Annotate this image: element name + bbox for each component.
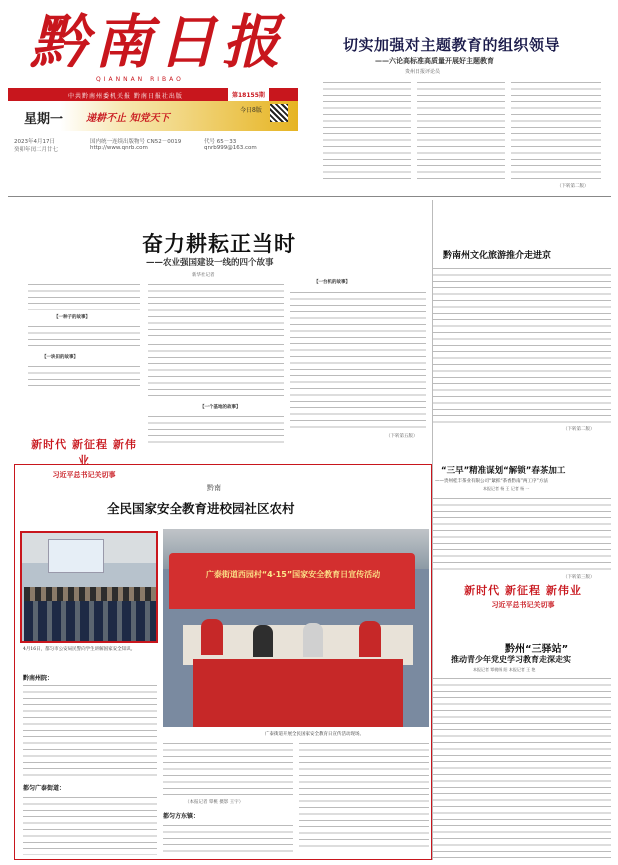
person <box>253 625 273 657</box>
top-body-col1 <box>323 80 411 180</box>
feature-headline: 奋力耕耘正当时 <box>142 232 296 256</box>
issue-number: 第18155期 <box>228 88 269 101</box>
security-kicker: 黔南 <box>207 484 221 492</box>
top-subheadline: ——六论高标准高质量开展好主题教育 <box>375 57 494 65</box>
feature-foot: （下转第五版） <box>386 434 418 439</box>
subhead-fangdong: 都匀方东镇： <box>163 813 200 820</box>
security-foot: （本报记者 覃桃 摄影 王宇） <box>185 800 244 805</box>
top-article <box>305 28 611 194</box>
masthead <box>8 4 298 162</box>
slogan-line1: 新时代 新征程 新伟业 <box>31 438 137 467</box>
divider <box>8 196 611 197</box>
feature-article <box>8 200 430 479</box>
bottom-right-article <box>433 640 613 860</box>
security-body-col1 <box>23 683 157 779</box>
slogan2-line2: 习近平总书记关切事 <box>491 601 555 609</box>
lunar-date: 癸卯年闰二月廿七 <box>14 147 59 153</box>
right-body <box>433 266 611 424</box>
bottom-right-headline2: 推动青少年党史学习教育走深走实 <box>451 655 571 664</box>
slogan-box-2 <box>463 582 583 610</box>
event-photo-caption: 广泰街道开展全民国家安全教育日宣传活动现场。 <box>265 732 364 737</box>
section-heading: 【一个基地的故事】 <box>200 405 241 410</box>
newspaper-logo: 黔南日报 <box>30 8 287 76</box>
grid-icon <box>270 104 288 122</box>
post-code: 代号 65－33 <box>204 139 237 145</box>
bottom-right-headline: 黔州“三驿站” <box>505 644 569 655</box>
publisher-line: 中共黔南州委机关报 黔南日报社出版 <box>68 93 183 100</box>
mid-right-article <box>433 464 613 644</box>
slogan-line2: 习近平总书记关切事 <box>52 471 116 479</box>
person <box>303 623 323 657</box>
column-divider <box>432 200 433 860</box>
motto: 递耕不止 知党天下 <box>86 113 170 124</box>
website[interactable]: http://www.qnrb.com <box>90 145 148 151</box>
top-body-col2 <box>417 80 505 180</box>
email[interactable]: qnrb999@163.com <box>204 145 257 151</box>
tent <box>169 553 415 609</box>
projector-screen <box>48 539 104 573</box>
security-body-col2b <box>163 823 293 855</box>
logo-pinyin: QIANNAN RIBAO <box>96 76 184 83</box>
security-body-col2 <box>163 741 293 795</box>
security-box <box>14 464 432 860</box>
feature-body-col1 <box>28 282 140 432</box>
security-body-col3 <box>299 741 429 851</box>
right-foot: （下转第二版） <box>563 427 595 432</box>
person <box>359 621 381 657</box>
security-body-col1b <box>23 795 157 855</box>
person <box>201 619 223 655</box>
today-pages: 今日8版 <box>240 107 262 114</box>
subhead-qiannan: 黔南州院： <box>23 675 54 682</box>
weekday: 星期一 <box>24 112 64 127</box>
masthead-gold-band <box>8 101 298 131</box>
mid-right-headline: “三早”精准谋划“解锁”春茶加工 <box>441 466 566 476</box>
mid-right-body <box>433 496 611 572</box>
photo-caption: 4月16日，都匀市公安局民警向学生讲解国家安全知识。 <box>23 647 136 652</box>
right-headline: 黔南州文化旅游推介走进京 <box>443 251 552 261</box>
bottom-right-byline: 本报记者 覃桃绒 阳 本报记者 王 艳 <box>473 667 536 672</box>
section-heading: 【一台机的故事】 <box>314 280 350 285</box>
feature-body-col3 <box>290 282 426 447</box>
top-foot: （下转第二版） <box>557 184 589 189</box>
event-photo <box>163 529 429 727</box>
subhead-guangtai: 都匀广泰街道： <box>23 785 66 792</box>
cn-number: 国内统一连续出版物号 CN52－0019 <box>90 139 182 145</box>
section-heading: 【一种子的故事】 <box>54 315 90 320</box>
top-body-col3 <box>511 80 601 180</box>
feature-byline: 新华社记者 <box>192 273 215 278</box>
top-byline: 贵州日报评论员 <box>405 69 441 75</box>
mid-right-subheadline: ——贵州桂丰茶业有限公司“紧抓“茶香黔南”两工序”方法 <box>435 479 548 484</box>
slogan2-line1: 新时代 新征程 新伟业 <box>464 584 582 597</box>
mid-right-foot: （下转第三版） <box>563 575 595 580</box>
feature-subheadline: ——农业强国建设一线的四个故事 <box>146 258 274 268</box>
security-headline: 全民国家安全教育进校园社区农村 <box>107 501 295 516</box>
top-headline: 切实加强对主题教育的组织领导 <box>343 36 561 54</box>
bottom-right-body <box>433 676 611 860</box>
masthead-red-band <box>8 88 298 101</box>
date: 2023年4月17日 <box>14 139 55 145</box>
mid-right-byline: 本报记者 杨 王 记者 杨 一 <box>483 486 530 491</box>
event-banner: 广泰街道西园村“4·15”国家安全教育日宣传活动 <box>205 570 381 579</box>
table <box>193 659 403 727</box>
classroom-photo <box>20 531 158 643</box>
feature-body-col2 <box>148 282 284 447</box>
section-heading: 【一块田的故事】 <box>42 355 78 360</box>
